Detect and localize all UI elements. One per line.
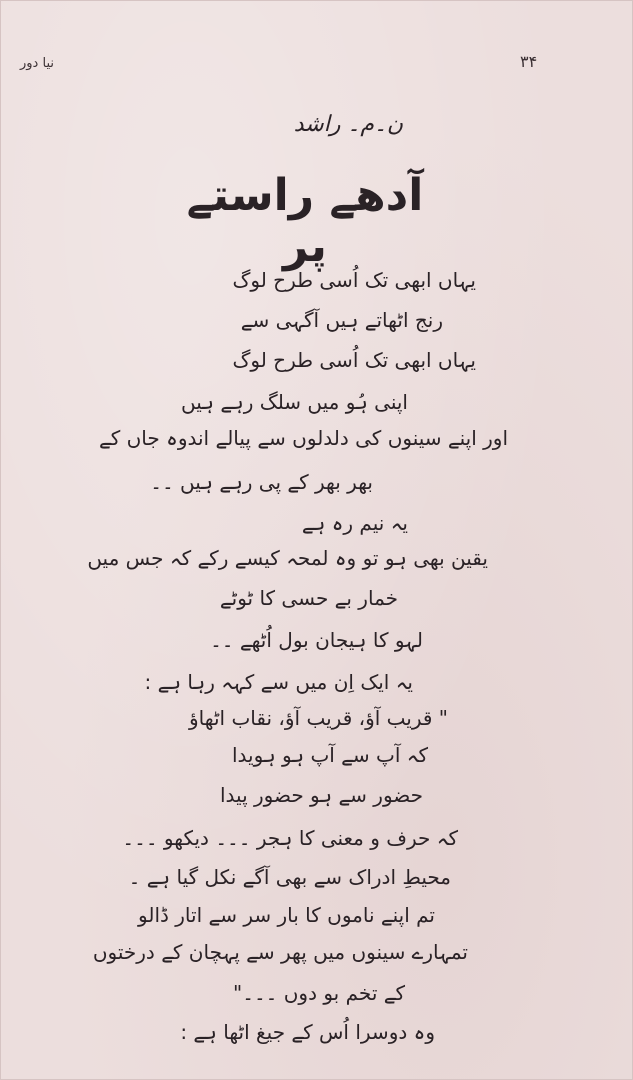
running-head: نیا دور: [20, 56, 54, 71]
verse-line: وہ دوسرا اُس کے جیغ اٹھا ہے :: [180, 1020, 435, 1044]
verse-line: کہ آپ سے آپ ہو ہویدا: [232, 743, 428, 767]
verse-line: " قریب آؤ، قریب آؤ، نقاب اٹھاؤ: [189, 706, 448, 730]
verse-line: بھر بھر کے پی رہے ہیں ۔۔: [150, 470, 373, 494]
poem-author: ن۔م۔ راشد: [293, 112, 403, 137]
verse-line: یہ نیم رہ ہے: [301, 511, 408, 535]
page-number: ۳۴: [520, 52, 538, 71]
verse-line: اور اپنے سینوں کی دلدلوں سے پیالے اندوہ جاں کے: [99, 426, 508, 450]
verse-line: محیطِ ادراک سے بھی آگے نکل گیا ہے ۔: [128, 865, 451, 889]
verse-line: اپنی ہُو میں سلگ رہے ہیں: [181, 390, 408, 414]
verse-line: تمہارے سینوں میں پھر سے پہچان کے درختوں: [92, 940, 468, 964]
verse-line: یقین بھی ہو تو وہ لمحہ کیسے رکے کہ جس میں: [87, 546, 488, 570]
verse-line: تم اپنے ناموں کا بار سر سے اتار ڈالو: [138, 903, 435, 927]
verse-line: یہاں ابھی تک اُسی طرح لوگ: [232, 348, 476, 372]
verse-line: یہ ایک اِن میں سے کہہ رہا ہے :: [144, 670, 413, 694]
verse-line: یہاں ابھی تک اُسی طرح لوگ: [232, 268, 476, 292]
verse-line: رنج اٹھاتے ہیں آگہی سے: [240, 308, 443, 332]
verse-line: کہ حرف و معنی کا ہجر ۔۔۔ دیکھو ۔۔۔: [122, 826, 458, 850]
verse-line: خمار بے حسی کا ٹوٹے: [219, 586, 398, 610]
verse-line: حضور سے ہو حضور پیدا: [219, 783, 423, 807]
verse-line: لہو کا ہیجان بول اُٹھے ۔۔: [210, 628, 423, 652]
verse-line: کے تخم بو دوں ۔۔۔": [233, 981, 405, 1005]
poem-title: آدھے راستے پر: [186, 170, 424, 272]
